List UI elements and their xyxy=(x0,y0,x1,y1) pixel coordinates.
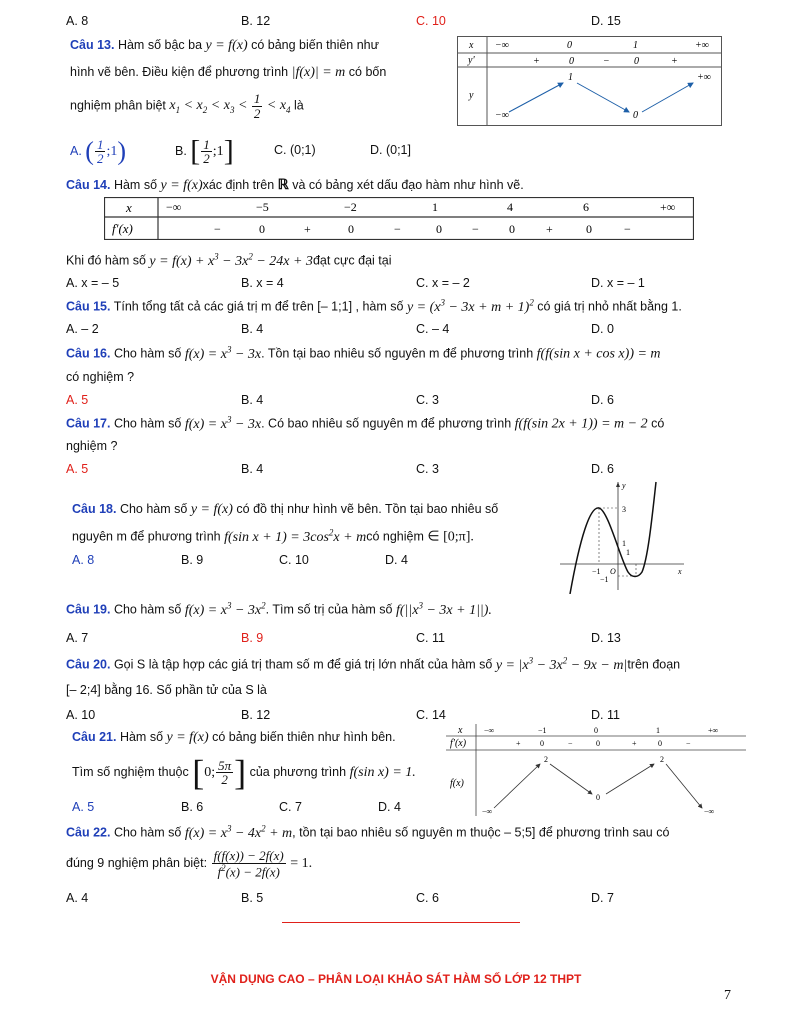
q22-rhs: = 1. xyxy=(290,856,313,871)
q14-s6: − xyxy=(472,222,479,236)
q13-s3: 0 xyxy=(634,56,639,67)
q17-text: Cho hàm số xyxy=(113,416,182,431)
q21-fp-label: f′(x) xyxy=(450,738,467,749)
q21-option-b: B. 6 xyxy=(181,800,204,814)
q21-s0: + xyxy=(516,739,521,748)
q17-option-c: C. 3 xyxy=(416,462,439,476)
top-option-b: B. 12 xyxy=(241,14,271,28)
q15-text-b: có giá trị nhỏ nhất bằng 1. xyxy=(537,299,682,314)
paren: ( xyxy=(85,136,94,166)
q15-option-b: B. 4 xyxy=(241,322,264,336)
q20-line2: [– 2;4] bằng 16. Số phần tử của S là xyxy=(66,683,267,697)
q21-option-d: D. 4 xyxy=(378,800,401,814)
q14-line1 xyxy=(66,177,524,194)
q19-text: Cho hàm số xyxy=(113,602,182,617)
q15-label: Câu 15. xyxy=(66,299,111,314)
q14-l2a: Khi đó hàm số xyxy=(66,253,146,268)
sep: ;1 xyxy=(106,144,118,159)
q18-eq: f(sin $x + 1) = 3\cos^2x + m$ xyxy=(224,527,367,545)
q16-eq: f(f(sin x + cos x)) = m xyxy=(536,346,661,362)
q13-opt-b-label: B. xyxy=(175,144,187,158)
q14-s7: 0 xyxy=(509,222,515,236)
q13-text-b: có bảng biến thiên như xyxy=(251,38,380,52)
graph-tick-3: 3 xyxy=(622,505,626,514)
q21-x-label: x xyxy=(458,725,463,736)
graph-y-axis: y xyxy=(622,481,626,490)
q18-option-c: C. 10 xyxy=(279,553,309,567)
q19-option-c: C. 11 xyxy=(416,631,445,645)
q21-text-b: có bảng biến thiên như hình bên. xyxy=(212,730,396,744)
q15-option-c: C. – 4 xyxy=(416,322,450,336)
q17-option-b: B. 4 xyxy=(241,462,264,476)
q19-text-b: . Tìm số trị của hàm số xyxy=(265,602,393,617)
graph-tick-xm1: −1 xyxy=(592,567,601,576)
q21-x2: 0 xyxy=(594,726,598,735)
q21-s4: + xyxy=(632,739,637,748)
q13-opt-a-frac: $\frac{1}{2}$ xyxy=(96,136,104,167)
q20-text: Gọi S là tập hợp các giá trị tham số m để giá trị lớn nhất của hàm số xyxy=(113,657,493,672)
q15-line1 xyxy=(66,297,682,316)
q13-formula: y = f(x) xyxy=(205,38,248,53)
q14-x3: 1 xyxy=(432,200,438,214)
q13-x3: +∞ xyxy=(695,40,709,51)
q21-x3: 1 xyxy=(656,726,660,735)
q13-line1 xyxy=(70,38,379,54)
q14-label: Câu 14. xyxy=(66,178,111,192)
q14-x1: −5 xyxy=(256,200,269,214)
q17-option-d: D. 6 xyxy=(591,462,614,476)
footer-title: VẬN DỤNG CAO – PHÂN LOẠI KHẢO SÁT HÀM SỐ LỚP 12 THPT xyxy=(210,972,582,986)
q14-s0: − xyxy=(214,222,221,236)
q13-s4: + xyxy=(671,56,678,67)
q18-interval: ∈ [0;π]. xyxy=(427,529,474,545)
q18-text-b: có đồ thị như hình vẽ bên. Tồn tại bao nhiêu số xyxy=(236,502,499,516)
q13-y-label: y xyxy=(469,90,474,101)
q22-option-b: B. 5 xyxy=(241,891,264,905)
bracket: ] xyxy=(223,134,234,168)
q22-equation: $\frac{f(f(x)) - 2f(x)}{f^2(x) - 2f(x)}$ xyxy=(213,847,284,879)
q13-y2: −∞ xyxy=(495,110,509,121)
q21-eq: f(sin x) = 1. xyxy=(349,765,416,780)
q19-fn2: $f(||x^3 - 3x + 1||)$. xyxy=(396,600,492,618)
top-option-c: C. 10 xyxy=(416,14,446,28)
q14-option-a: A. x = – 5 xyxy=(66,276,120,290)
q21-f2: 0 xyxy=(596,793,600,802)
q22-label: Câu 22. xyxy=(66,825,111,840)
q14-option-d: D. x = – 1 xyxy=(591,276,645,290)
q14-text-c: và có bảng xét dấu đạo hàm như hình vẽ. xyxy=(292,178,524,192)
q18-l2b: có nghiệm xyxy=(366,529,424,544)
q16-label: Câu 16. xyxy=(66,346,111,361)
q18-text: Cho hàm số xyxy=(119,502,188,516)
q17-line1 xyxy=(66,414,664,433)
sep: ;1 xyxy=(212,144,224,159)
q13-l3: nghiệm phân biệt xyxy=(70,98,166,113)
q17-text-b: . Có bao nhiêu số nguyên m để phương trình xyxy=(261,416,512,431)
q18-option-a: A. 8 xyxy=(72,553,95,567)
q20-option-d: D. 11 xyxy=(591,708,620,722)
q14-text: Hàm số xyxy=(113,178,158,192)
graph-x-axis: x xyxy=(678,567,682,576)
q18-line2 xyxy=(72,527,474,546)
q13-text: Hàm số bậc ba xyxy=(117,38,203,52)
q21-x4: +∞ xyxy=(708,726,719,735)
q22-option-d: D. 7 xyxy=(591,891,614,905)
q14-s2: + xyxy=(304,222,311,236)
q13-opt-b-frac: $\frac{1}{2}$ xyxy=(203,136,210,167)
q21-label: Câu 21. xyxy=(72,730,117,744)
q19-option-b: B. 9 xyxy=(241,631,264,645)
q14-x6: +∞ xyxy=(660,200,676,214)
q13-yp-label: y' xyxy=(468,55,475,66)
q21-line1 xyxy=(72,730,396,746)
q16-fn: $f(x) = x^3 - 3x$ xyxy=(184,344,262,362)
q14-reals: ℝ xyxy=(277,178,289,193)
q22-text-b: , tồn tại bao nhiêu số nguyên m thuộc – 5;5] để phương trình sau có xyxy=(292,825,670,840)
q14-option-c: C. x = – 2 xyxy=(416,276,470,290)
q17-text-c: có xyxy=(651,416,665,431)
q13-condition: $x_1 < x_2 < x_3$ < xyxy=(169,98,248,116)
q14-x5: 6 xyxy=(583,200,589,214)
q15-fn: $y = (x^3 - 3x + m + 1)^2$ xyxy=(406,297,534,315)
graph-tick-y1: 1 xyxy=(622,539,626,548)
graph-origin: O xyxy=(610,567,616,576)
q14-s5: 0 xyxy=(436,222,442,236)
q13-l2b: có bốn xyxy=(348,65,387,79)
q15-option-d: D. 0 xyxy=(591,322,614,336)
q13-s1: 0 xyxy=(569,56,574,67)
q14-s3: 0 xyxy=(348,222,354,236)
q17-option-a: A. 5 xyxy=(66,462,89,476)
q21-variation-table xyxy=(446,724,746,816)
q22-fn: $f(x) = x^3 - 4x^2 + m$ xyxy=(184,823,293,841)
graph-tick-ym1: −1 xyxy=(600,575,609,584)
q16-text-b: . Tồn tại bao nhiêu số nguyên m để phương trình xyxy=(261,346,534,361)
q15-option-a: A. – 2 xyxy=(66,322,99,336)
q21-s5: 0 xyxy=(658,739,662,748)
q13-y0: 1 xyxy=(568,72,573,83)
q14-l2b: đạt cực đại tại xyxy=(312,253,392,268)
q21-l2b: của phương trình xyxy=(249,765,347,779)
q21-l2: Tìm số nghiệm thuộc xyxy=(72,765,189,779)
q13-option-a xyxy=(70,136,126,167)
q19-label: Câu 19. xyxy=(66,602,111,617)
q13-line2 xyxy=(70,65,386,81)
q16-option-d: D. 6 xyxy=(591,393,614,407)
q13-condition-b: < $x_4$ xyxy=(266,98,291,116)
q13-option-b xyxy=(175,136,234,167)
q14-fp-label: f′(x) xyxy=(112,221,133,236)
q19-fn: $f(x) = x^3 - 3x^2$ xyxy=(184,600,266,618)
q13-label: Câu 13. xyxy=(70,38,115,52)
q13-line3 xyxy=(70,92,304,123)
q13-l2: hình vẽ bên. Điều kiện để phương trình xyxy=(70,65,289,79)
bracket: [ xyxy=(192,752,205,793)
q20-label: Câu 20. xyxy=(66,657,111,672)
q21-interval-frac: $\frac{5\pi}{2}$ xyxy=(218,757,232,788)
q22-option-a: A. 4 xyxy=(66,891,89,905)
q21-f1: 2 xyxy=(660,755,664,764)
q13-equation: |f(x)| = m xyxy=(291,65,346,80)
q13-y3: 0 xyxy=(633,110,638,121)
q18-label: Câu 18. xyxy=(72,502,117,516)
page-number: 7 xyxy=(724,988,731,1003)
q16-option-c: C. 3 xyxy=(416,393,439,407)
q14-s1: 0 xyxy=(259,222,265,236)
q20-fn: $y = |x^3 - 3x^2 - 9x - m|$ xyxy=(495,655,628,673)
q14-x4: 4 xyxy=(507,200,513,214)
q21-text: Hàm số xyxy=(119,730,164,744)
q18-line1 xyxy=(72,502,498,518)
q13-x2: 1 xyxy=(633,40,638,51)
q14-x-label: x xyxy=(126,200,132,215)
q13-x1: 0 xyxy=(567,40,572,51)
q16-line1 xyxy=(66,344,661,363)
q19-option-a: A. 7 xyxy=(66,631,89,645)
q21-x0: −∞ xyxy=(484,726,495,735)
q18-option-d: D. 4 xyxy=(385,553,408,567)
q13-s0: + xyxy=(533,56,540,67)
q21-f3: −∞ xyxy=(482,807,493,816)
q14-sign-table xyxy=(104,197,694,240)
q13-l3b: là xyxy=(294,98,304,113)
q18-l2: nguyên m để phương trình xyxy=(72,529,221,544)
bracket: [ xyxy=(190,134,201,168)
q14-line2 xyxy=(66,251,391,270)
q21-f-label: f(x) xyxy=(450,778,464,789)
q22-line1 xyxy=(66,823,669,842)
q21-s1: 0 xyxy=(540,739,544,748)
q13-x0: −∞ xyxy=(495,40,509,51)
q15-text: Tính tổng tất cả các giá trị m để trên [– 1;1] , hàm số xyxy=(113,299,404,314)
q22-line2 xyxy=(66,843,312,884)
q14-s8: + xyxy=(546,222,553,236)
q21-x1: −1 xyxy=(538,726,547,735)
q22-l2: đúng 9 nghiệm phân biệt: xyxy=(66,856,208,870)
q13-s2: − xyxy=(603,56,610,67)
q18-fn: y = f(x) xyxy=(190,502,233,517)
q21-line2 xyxy=(72,752,416,793)
q22-text: Cho hàm số xyxy=(113,825,182,840)
q13-option-c: C. (0;1) xyxy=(274,143,316,157)
top-option-a: A. 8 xyxy=(66,14,89,28)
q18-graph xyxy=(556,478,688,594)
q14-option-b: B. x = 4 xyxy=(241,276,284,290)
q16-option-b: B. 4 xyxy=(241,393,264,407)
q21-f4: −∞ xyxy=(704,807,715,816)
q13-x-label: x xyxy=(469,40,474,51)
q17-label: Câu 17. xyxy=(66,416,111,431)
q21-option-a: A. 5 xyxy=(72,800,95,814)
q21-option-c: C. 7 xyxy=(279,800,302,814)
q14-fn: y = f(x) xyxy=(160,178,203,193)
q13-y1: +∞ xyxy=(697,72,711,83)
q20-option-b: B. 12 xyxy=(241,708,271,722)
paren: ) xyxy=(117,136,127,166)
q20-option-a: A. 10 xyxy=(66,708,96,722)
q14-x2: −2 xyxy=(344,200,357,214)
q19-line1 xyxy=(66,600,492,619)
q21-s6: − xyxy=(686,739,691,748)
q16-text: Cho hàm số xyxy=(113,346,182,361)
bracket: ] xyxy=(234,752,247,793)
q14-fn2: $y = f(x) + x^3 - 3x^2 - 24x + 3$ xyxy=(149,251,313,269)
q17-eq: f(f(sin 2x + 1)) = m − 2 xyxy=(514,416,648,432)
q13-half: $\frac{1}{2}$ xyxy=(253,91,261,121)
q21-f0: 2 xyxy=(544,755,548,764)
q21-s3: 0 xyxy=(596,739,600,748)
q14-s10: − xyxy=(624,222,631,236)
q21-s2: − xyxy=(568,739,573,748)
q14-text-b: xác định trên xyxy=(202,178,275,192)
q13-option-d: D. (0;1] xyxy=(370,143,411,157)
q14-x0: −∞ xyxy=(166,200,182,214)
graph-tick-x1: 1 xyxy=(626,548,630,557)
q13-opt-a-label: A. xyxy=(70,144,82,158)
q19-option-d: D. 13 xyxy=(591,631,621,645)
q20-line1 xyxy=(66,655,680,674)
section-divider xyxy=(282,922,520,923)
q17-fn: $f(x) = x^3 - 3x$ xyxy=(184,414,262,432)
q22-option-c: C. 6 xyxy=(416,891,439,905)
q16-option-a: A. 5 xyxy=(66,393,89,407)
q14-s4: − xyxy=(394,222,401,236)
q20-text-b: trên đoạn xyxy=(627,657,681,672)
q16-line2: có nghiệm ? xyxy=(66,370,135,384)
top-option-d: D. 15 xyxy=(591,14,621,28)
q14-s9: 0 xyxy=(586,222,592,236)
q17-line2: nghiệm ? xyxy=(66,439,118,453)
q18-option-b: B. 9 xyxy=(181,553,204,567)
q20-option-c: C. 14 xyxy=(416,708,446,722)
q21-fn: y = f(x) xyxy=(166,730,209,745)
q13-variation-table xyxy=(457,36,722,126)
q21-interval-0: 0; xyxy=(204,765,216,780)
